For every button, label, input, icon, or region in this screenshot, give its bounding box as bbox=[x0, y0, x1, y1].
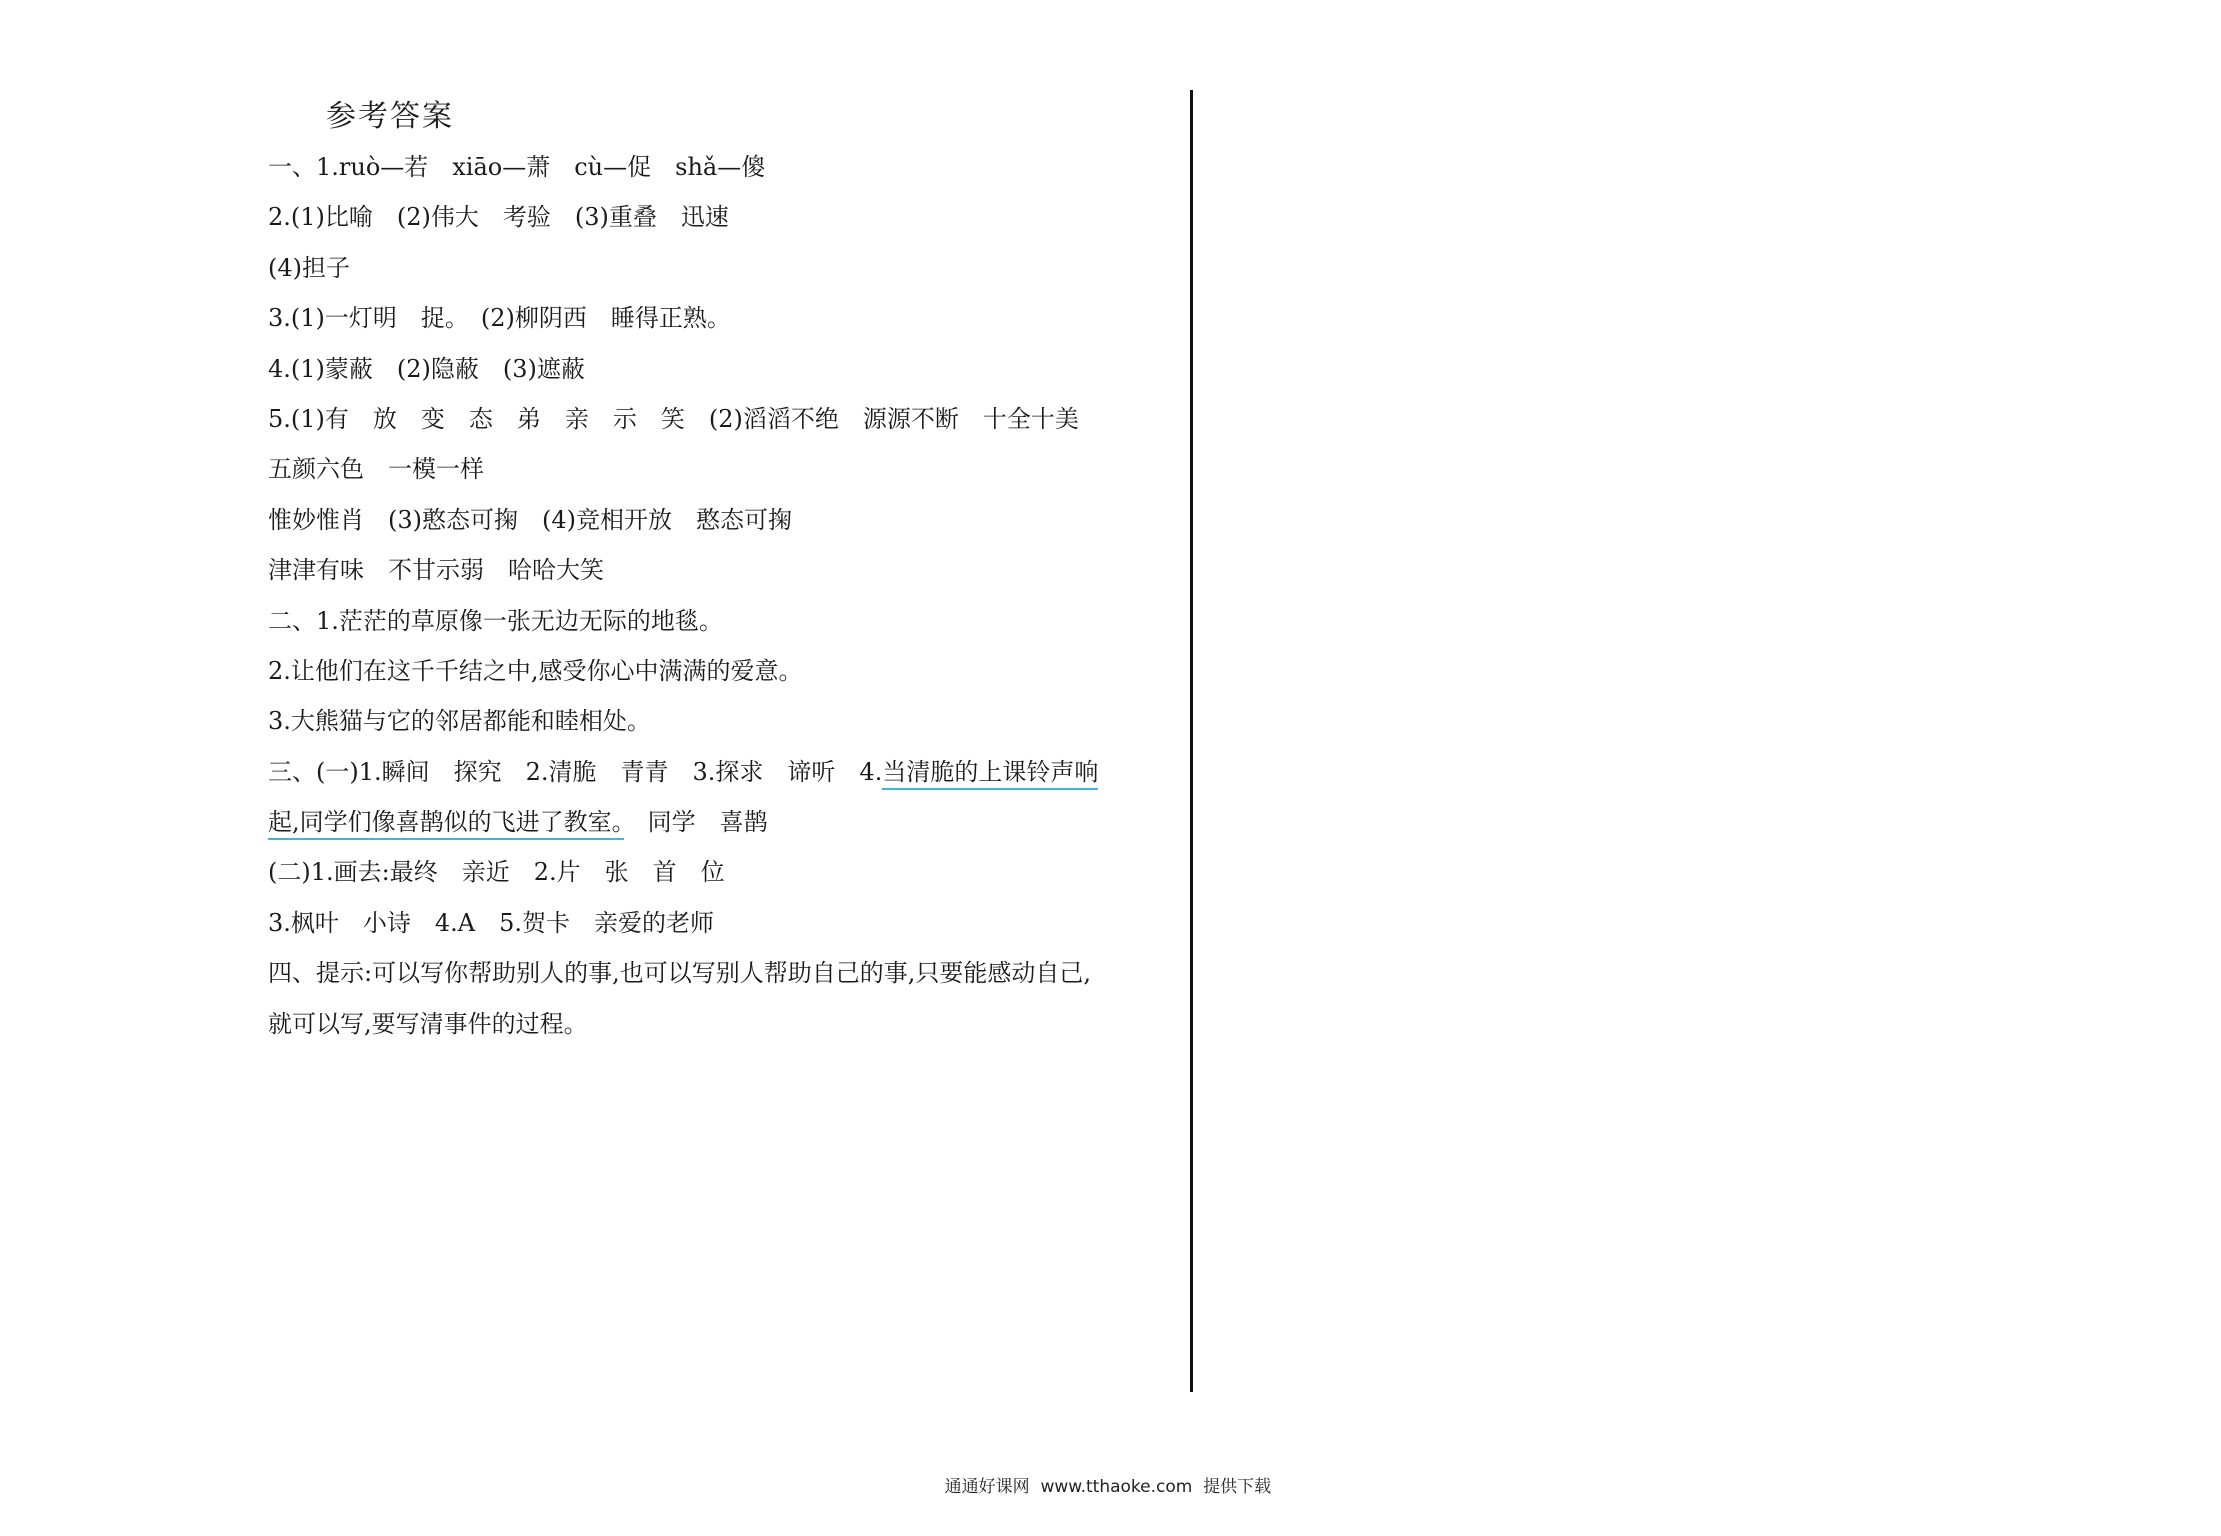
section3-prefix: 三、(一)1.瞬间 探究 2.清脆 青青 3.探求 谛听 4. bbox=[268, 757, 883, 786]
answer-line-10: 二、1.茫茫的草原像一张无边无际的地毯。 bbox=[268, 606, 723, 635]
answer-line-16: 3.枫叶 小诗 4.A 5.贺卡 亲爱的老师 bbox=[268, 908, 715, 937]
answer-line-17: 四、提示:可以写你帮助别人的事,也可以写别人帮助自己的事,只要能感动自己, bbox=[268, 959, 1091, 988]
answer-line-7: 五颜六色 一模一样 bbox=[268, 455, 484, 484]
answer-title: 参考答案 bbox=[326, 99, 454, 134]
answer-line-4: 3.(1)一灯明 捉。 (2)柳阴西 睡得正熟。 bbox=[268, 304, 731, 333]
answer-line-13 bbox=[268, 747, 1148, 797]
answer-line-6: 5.(1)有 放 变 态 弟 亲 示 笑 (2)滔滔不绝 源源不断 十全十美 bbox=[268, 404, 1079, 433]
answer-line-5: 4.(1)蒙蔽 (2)隐蔽 (3)遮蔽 bbox=[268, 354, 585, 383]
answer-line-1: 一、1.ruò—若 xiāo—萧 cù—促 shǎ—傻 bbox=[268, 153, 766, 181]
answer-column bbox=[268, 92, 1148, 1049]
answer-line-15: (二)1.画去:最终 亲近 2.片 张 首 位 bbox=[268, 858, 725, 887]
column-divider bbox=[1190, 90, 1193, 1392]
answer-line-18: 就可以写,要写清事件的过程。 bbox=[268, 1009, 588, 1038]
underlined-answer-part-1: 当清脆的上课铃声响 bbox=[882, 758, 1098, 790]
answer-line-11: 2.让他们在这千千结之中,感受你心中满满的爱意。 bbox=[268, 656, 803, 685]
footer-note bbox=[0, 1452, 2221, 1497]
answer-line-9: 津津有味 不甘示弱 哈哈大笑 bbox=[268, 556, 604, 585]
answer-line-12: 3.大熊猫与它的邻居都能和睦相处。 bbox=[268, 707, 651, 736]
answer-line-14 bbox=[268, 797, 1148, 847]
answer-line-8: 惟妙惟肖 (3)憨态可掬 (4)竞相开放 憨态可掬 bbox=[268, 505, 792, 534]
footer-text: 通通好课网 www.tthaoke.com 提供下载 bbox=[944, 1477, 1272, 1497]
section3-suffix: 同学 喜鹊 bbox=[623, 808, 768, 837]
underlined-answer-part-2: 起,同学们像喜鹊似的飞进了教室。 bbox=[268, 808, 624, 840]
answer-line-2: 2.(1)比喻 (2)伟大 考验 (3)重叠 迅速 bbox=[268, 203, 729, 232]
answer-line-3: (4)担子 bbox=[268, 253, 350, 282]
